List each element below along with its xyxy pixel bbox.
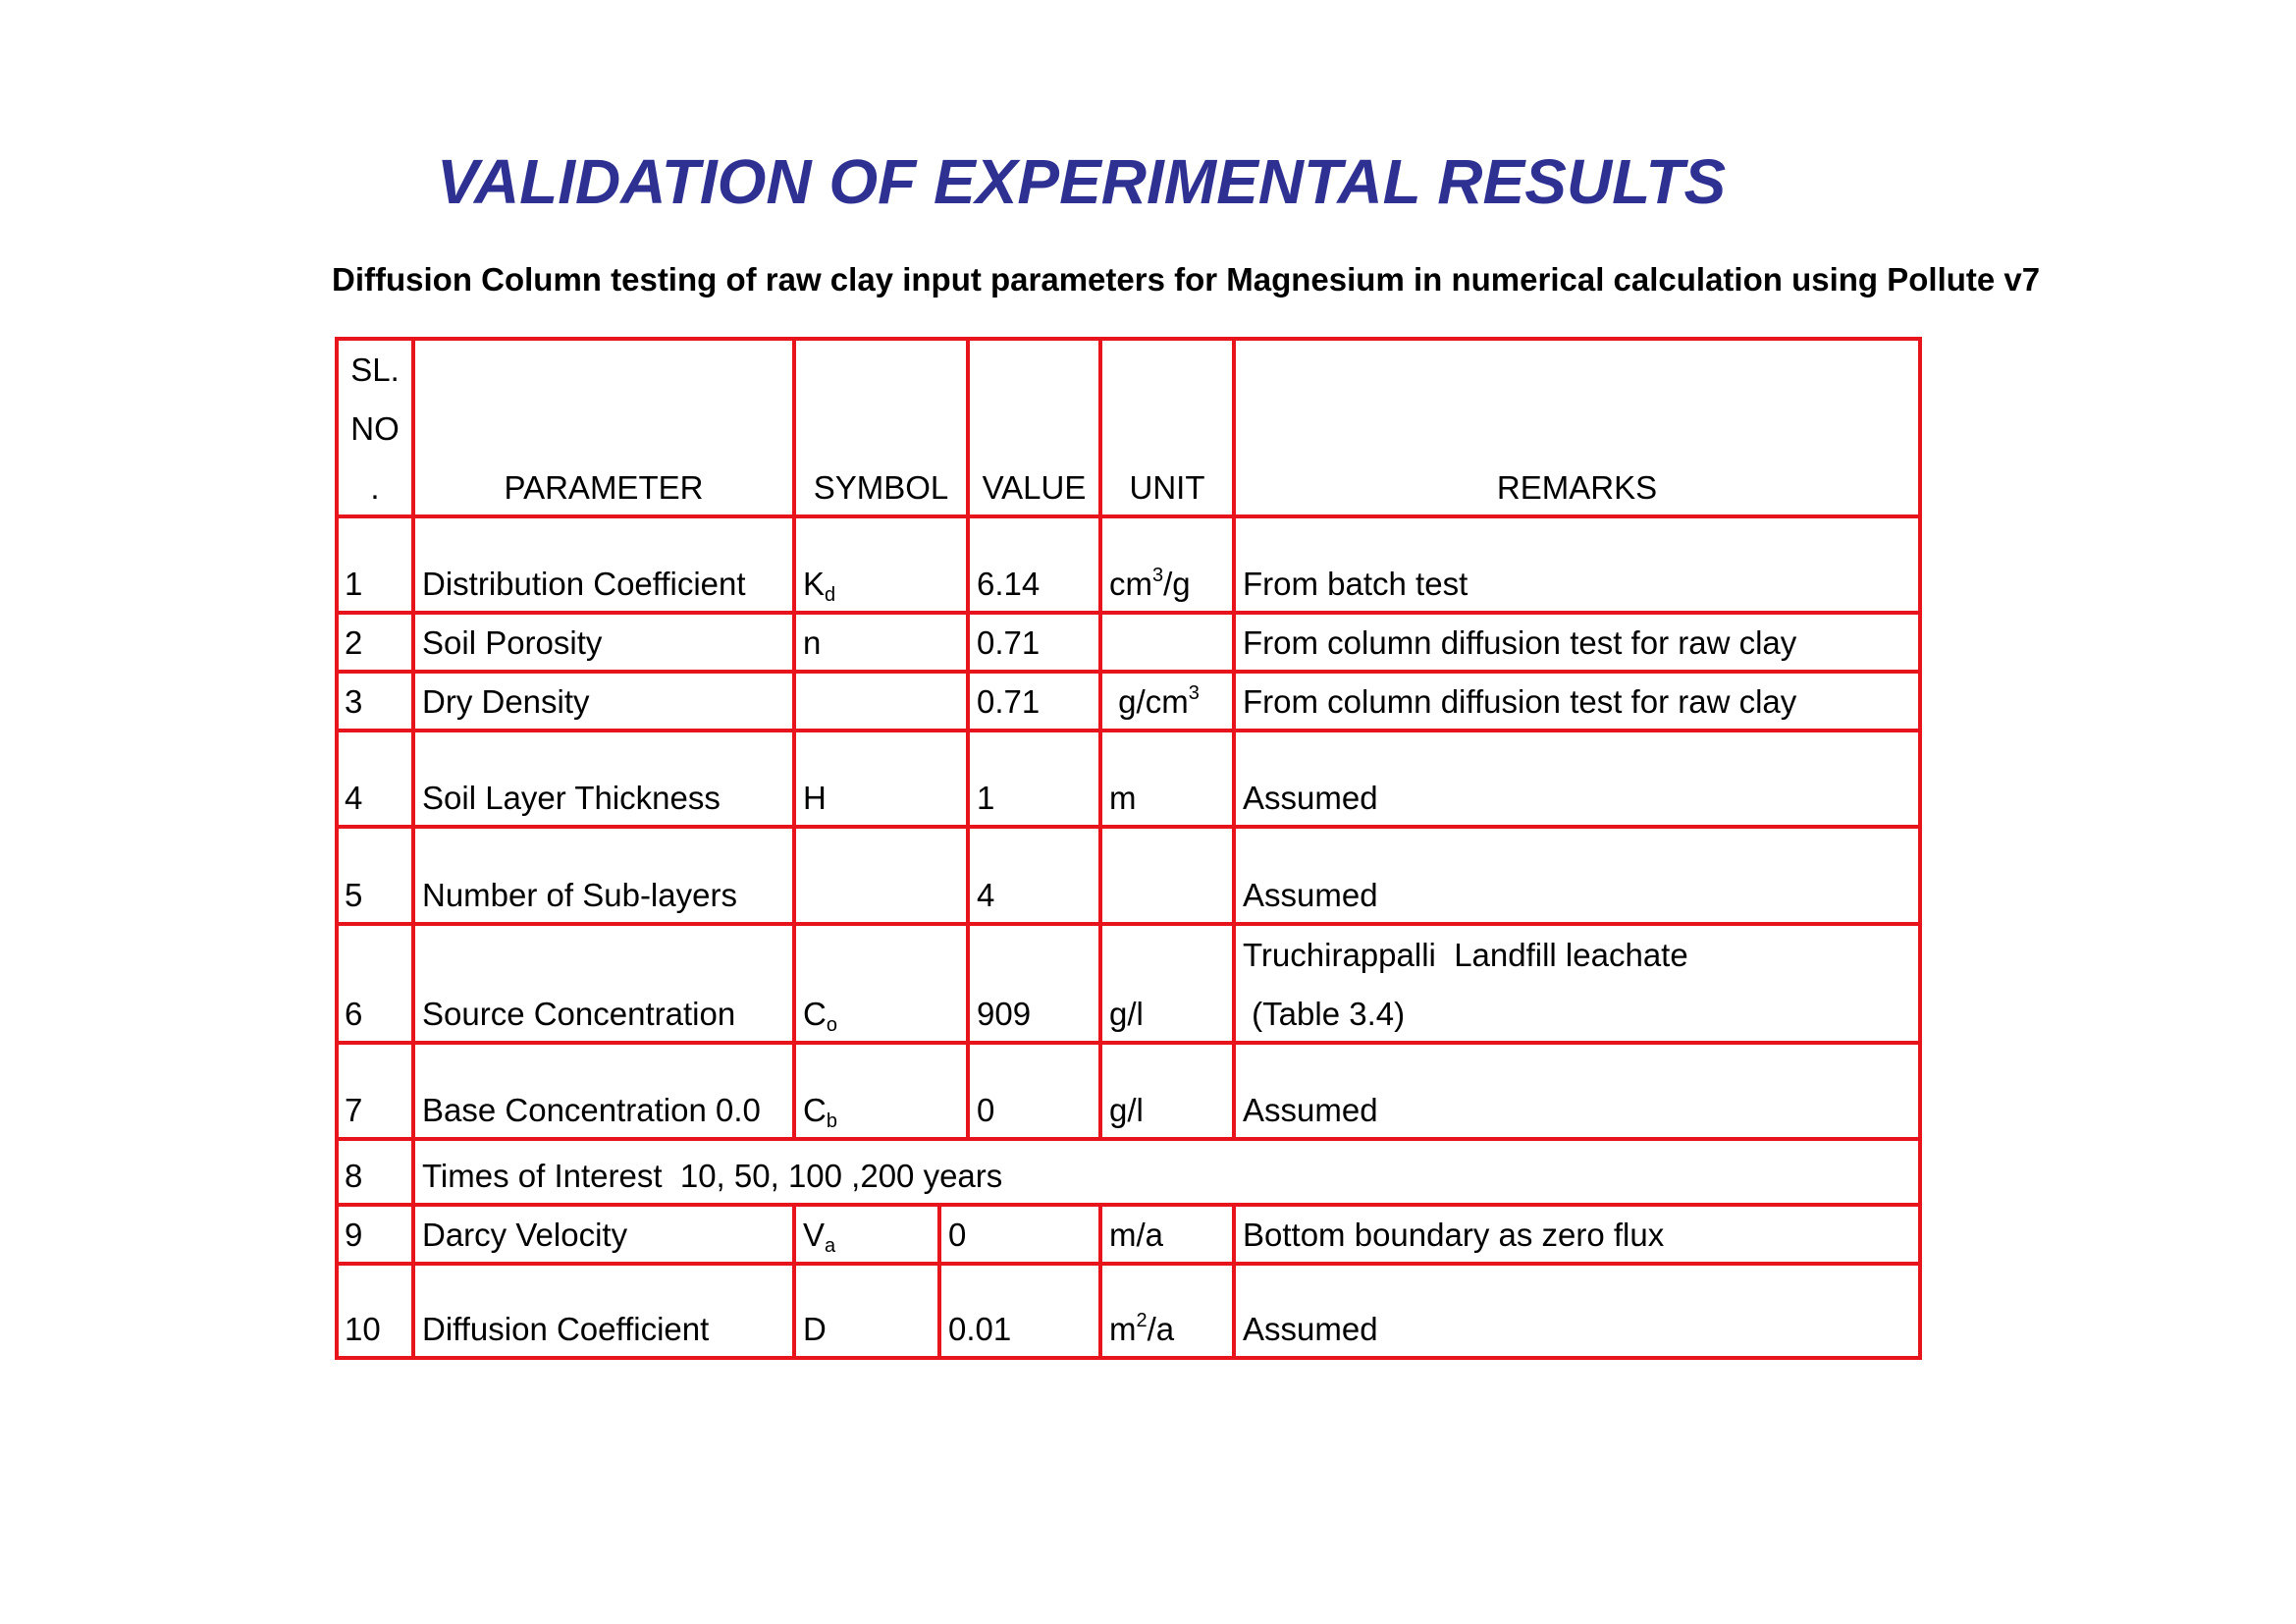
row5-sl: 5	[345, 877, 363, 913]
table-column-rule	[792, 337, 796, 1137]
row2-parameter: Soil Porosity	[422, 624, 603, 661]
table-rule	[335, 1137, 1922, 1141]
row2-remarks: From column diffusion test for raw clay	[1243, 624, 1797, 661]
table-column-rule	[1232, 1203, 1236, 1360]
row7-unit: g/l	[1109, 1092, 1144, 1128]
header-sl-line2: NO	[350, 410, 400, 447]
row7-value: 0	[977, 1092, 995, 1128]
row3-value: 0.71	[977, 683, 1041, 720]
row8-parameter: Times of Interest 10, 50, 100 ,200 years	[422, 1158, 1003, 1194]
row8-sl: 8	[345, 1158, 363, 1194]
header-sl-line1: SL.	[350, 352, 400, 388]
row9-parameter: Darcy Velocity	[422, 1217, 628, 1253]
row10-remarks: Assumed	[1243, 1311, 1378, 1347]
row10-value: 0.01	[948, 1311, 1012, 1347]
row6-unit: g/l	[1109, 996, 1144, 1032]
row3-remarks: From column diffusion test for raw clay	[1243, 683, 1797, 720]
row9-symbol: $V_a$	[803, 1217, 836, 1257]
table-column-rule	[1098, 337, 1102, 1137]
table-rule	[335, 729, 1922, 732]
row10-unit: $m^2/a$	[1109, 1310, 1175, 1347]
table-rule	[335, 514, 1922, 518]
row6-symbol: $C_o$	[803, 996, 837, 1036]
row1-parameter: Distribution Coefficient	[422, 566, 746, 602]
table-column-rule	[1098, 1203, 1102, 1360]
header-remarks: REMARKS	[1496, 469, 1658, 506]
row1-sl: 1	[345, 566, 363, 602]
row10-sl: 10	[345, 1311, 381, 1347]
row1-unit: $cm^3/g$	[1109, 565, 1191, 602]
row6-sl: 6	[345, 996, 363, 1032]
row4-parameter: Soil Layer Thickness	[422, 780, 721, 816]
header-sl-line3: .	[370, 469, 380, 506]
row7-remarks: Assumed	[1243, 1092, 1378, 1128]
table-rule	[335, 1203, 1922, 1207]
table-column-rule	[792, 1203, 796, 1360]
row7-parameter: Base Concentration 0.0	[422, 1092, 761, 1128]
row5-remarks: Assumed	[1243, 877, 1378, 913]
row2-value: 0.71	[977, 624, 1041, 661]
row6-remarks-line1: Truchirappalli Landfill leachate	[1243, 937, 1688, 973]
row6-parameter: Source Concentration	[422, 996, 736, 1032]
table-rule	[335, 825, 1922, 829]
table-column-rule	[966, 337, 970, 1137]
row10-symbol: D	[803, 1311, 827, 1347]
header-unit: UNIT	[1129, 469, 1205, 506]
row3-unit: $g/cm^3$	[1109, 682, 1200, 720]
row3-parameter: Dry Density	[422, 683, 590, 720]
page-title: VALIDATION OF EXPERIMENTAL RESULTS	[437, 146, 1727, 217]
row4-value: 1	[977, 780, 995, 816]
table-rule	[335, 1041, 1922, 1045]
table-border-top	[335, 337, 1922, 341]
table-column-rule	[937, 1203, 941, 1360]
row9-sl: 9	[345, 1217, 363, 1253]
row1-value: 6.14	[977, 566, 1041, 602]
header-symbol: SYMBOL	[813, 469, 949, 506]
row4-remarks: Assumed	[1243, 780, 1378, 816]
row6-value: 909	[977, 996, 1032, 1032]
row9-remarks: Bottom boundary as zero flux	[1243, 1217, 1665, 1253]
row5-parameter: Number of Sub-layers	[422, 877, 737, 913]
table-column-rule	[1232, 337, 1236, 1137]
row5-value: 4	[977, 877, 995, 913]
row2-symbol: n	[803, 624, 822, 661]
row7-symbol: $C_b$	[803, 1092, 837, 1132]
row9-unit: m/a	[1109, 1217, 1164, 1253]
row10-parameter: Diffusion Coefficient	[422, 1311, 710, 1347]
table-caption: Diffusion Column testing of raw clay input parameters for Magnesium in numerical calculation using Pollute v7	[332, 261, 2041, 298]
header-value: VALUE	[982, 469, 1087, 506]
table-border-right	[1918, 337, 1922, 1360]
row9-value: 0	[948, 1217, 967, 1253]
table-rule	[335, 1262, 1922, 1266]
row1-remarks: From batch test	[1243, 566, 1468, 602]
row1-symbol: $K_d$	[803, 566, 836, 606]
row4-unit: m	[1109, 780, 1137, 816]
table-rule	[335, 670, 1922, 674]
table-border-bottom	[335, 1356, 1922, 1360]
row4-sl: 4	[345, 780, 363, 816]
row2-sl: 2	[345, 624, 363, 661]
row4-symbol: H	[803, 780, 827, 816]
table-rule	[335, 922, 1922, 926]
row3-sl: 3	[345, 683, 363, 720]
table-rule	[335, 611, 1922, 615]
row6-remarks-line2: (Table 3.4)	[1243, 996, 1406, 1032]
parameters-table	[335, 337, 1922, 1360]
row7-sl: 7	[345, 1092, 363, 1128]
header-parameter: PARAMETER	[504, 469, 704, 506]
